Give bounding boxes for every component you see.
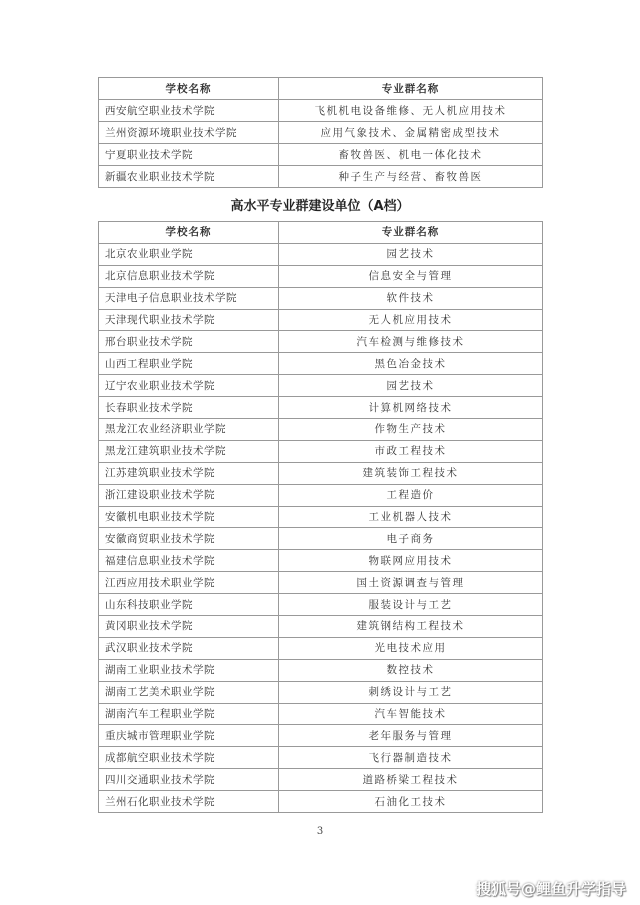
school-name-cell: 福建信息职业技术学院 — [99, 550, 279, 572]
school-name-cell: 宁夏职业技术学院 — [99, 144, 279, 166]
major-group-cell: 信息安全与管理 — [279, 265, 543, 287]
table-row — [99, 659, 543, 681]
school-name-cell: 兰州石化职业技术学院 — [99, 791, 279, 813]
table-1 — [98, 77, 543, 188]
table-row — [99, 144, 543, 166]
school-name-cell: 天津电子信息职业技术学院 — [99, 287, 279, 309]
table-row — [99, 440, 543, 462]
school-name-cell: 北京农业职业学院 — [99, 243, 279, 265]
column-header-school: 学校名称 — [99, 222, 279, 244]
major-group-cell: 市政工程技术 — [279, 440, 543, 462]
table-row — [99, 747, 543, 769]
major-group-cell: 黑色冶金技术 — [279, 353, 543, 375]
school-name-cell: 北京信息职业技术学院 — [99, 265, 279, 287]
school-name-cell: 新疆农业职业技术学院 — [99, 166, 279, 188]
major-group-cell: 汽车智能技术 — [279, 703, 543, 725]
table-row — [99, 122, 543, 144]
major-group-cell: 无人机应用技术 — [279, 309, 543, 331]
school-name-cell: 浙江建设职业技术学院 — [99, 484, 279, 506]
table-row — [99, 594, 543, 616]
major-group-cell: 应用气象技术、金属精密成型技术 — [279, 122, 543, 144]
table-row — [99, 725, 543, 747]
school-name-cell: 山东科技职业学院 — [99, 594, 279, 616]
major-group-cell: 工程造价 — [279, 484, 543, 506]
table-header-row — [99, 222, 543, 244]
school-name-cell: 湖南汽车工程职业学院 — [99, 703, 279, 725]
table-row — [99, 462, 543, 484]
table-row — [99, 353, 543, 375]
school-name-cell: 重庆城市管理职业学院 — [99, 725, 279, 747]
school-name-cell: 邢台职业技术学院 — [99, 331, 279, 353]
major-group-cell: 光电技术应用 — [279, 637, 543, 659]
major-group-cell: 数控技术 — [279, 659, 543, 681]
table-row — [99, 528, 543, 550]
school-name-cell: 西安航空职业技术学院 — [99, 100, 279, 122]
major-group-cell: 软件技术 — [279, 287, 543, 309]
major-group-cell: 种子生产与经营、畜牧兽医 — [279, 166, 543, 188]
table-row — [99, 397, 543, 419]
column-header-major-group: 专业群名称 — [279, 78, 543, 100]
column-header-school: 学校名称 — [99, 78, 279, 100]
major-group-cell: 园艺技术 — [279, 375, 543, 397]
major-group-cell: 作物生产技术 — [279, 419, 543, 441]
school-name-cell: 山西工程职业学院 — [99, 353, 279, 375]
watermark: 搜狐号@鲤鱼升学指导 — [475, 880, 626, 898]
major-group-cell: 建筑钢结构工程技术 — [279, 616, 543, 638]
school-name-cell: 长春职业技术学院 — [99, 397, 279, 419]
page-number: 3 — [316, 826, 324, 837]
table-row — [99, 637, 543, 659]
major-group-cell: 飞机机电设备维修、无人机应用技术 — [279, 100, 543, 122]
school-name-cell: 黑龙江建筑职业技术学院 — [99, 440, 279, 462]
school-name-cell: 四川交通职业技术学院 — [99, 769, 279, 791]
table-row — [99, 506, 543, 528]
school-name-cell: 江西应用技术职业学院 — [99, 572, 279, 594]
table-row — [99, 309, 543, 331]
table-row — [99, 375, 543, 397]
table-row — [99, 484, 543, 506]
table-row — [99, 791, 543, 813]
table-row — [99, 681, 543, 703]
major-group-cell: 物联网应用技术 — [279, 550, 543, 572]
table-row — [99, 572, 543, 594]
major-group-cell: 老年服务与管理 — [279, 725, 543, 747]
table-2 — [98, 221, 543, 813]
school-name-cell: 安徽机电职业技术学院 — [99, 506, 279, 528]
major-group-cell: 汽车检测与维修技术 — [279, 331, 543, 353]
column-header-major-group: 专业群名称 — [279, 222, 543, 244]
table-row — [99, 100, 543, 122]
school-name-cell: 江苏建筑职业技术学院 — [99, 462, 279, 484]
table-row — [99, 703, 543, 725]
table-row — [99, 550, 543, 572]
school-name-cell: 辽宁农业职业技术学院 — [99, 375, 279, 397]
school-name-cell: 天津现代职业技术学院 — [99, 309, 279, 331]
table-row — [99, 287, 543, 309]
major-group-cell: 建筑装饰工程技术 — [279, 462, 543, 484]
table-row — [99, 331, 543, 353]
table-row — [99, 166, 543, 188]
school-name-cell: 安徽商贸职业技术学院 — [99, 528, 279, 550]
major-group-cell: 工业机器人技术 — [279, 506, 543, 528]
major-group-cell: 刺绣设计与工艺 — [279, 681, 543, 703]
major-group-cell: 服装设计与工艺 — [279, 594, 543, 616]
table-header-row — [99, 78, 543, 100]
major-group-cell: 园艺技术 — [279, 243, 543, 265]
school-name-cell: 黑龙江农业经济职业学院 — [99, 419, 279, 441]
table-row — [99, 616, 543, 638]
table-row — [99, 419, 543, 441]
major-group-cell: 飞行器制造技术 — [279, 747, 543, 769]
school-name-cell: 湖南工业职业技术学院 — [99, 659, 279, 681]
school-name-cell: 黄冈职业技术学院 — [99, 616, 279, 638]
section-title: 高水平专业群建设单位（A档） — [230, 199, 410, 214]
major-group-cell: 石油化工技术 — [279, 791, 543, 813]
table-row — [99, 769, 543, 791]
major-group-cell: 计算机网络技术 — [279, 397, 543, 419]
table-row — [99, 243, 543, 265]
school-name-cell: 兰州资源环境职业技术学院 — [99, 122, 279, 144]
major-group-cell: 道路桥梁工程技术 — [279, 769, 543, 791]
school-name-cell: 湖南工艺美术职业学院 — [99, 681, 279, 703]
major-group-cell: 电子商务 — [279, 528, 543, 550]
school-name-cell: 成都航空职业技术学院 — [99, 747, 279, 769]
school-name-cell: 武汉职业技术学院 — [99, 637, 279, 659]
major-group-cell: 国土资源调查与管理 — [279, 572, 543, 594]
major-group-cell: 畜牧兽医、机电一体化技术 — [279, 144, 543, 166]
table-row — [99, 265, 543, 287]
